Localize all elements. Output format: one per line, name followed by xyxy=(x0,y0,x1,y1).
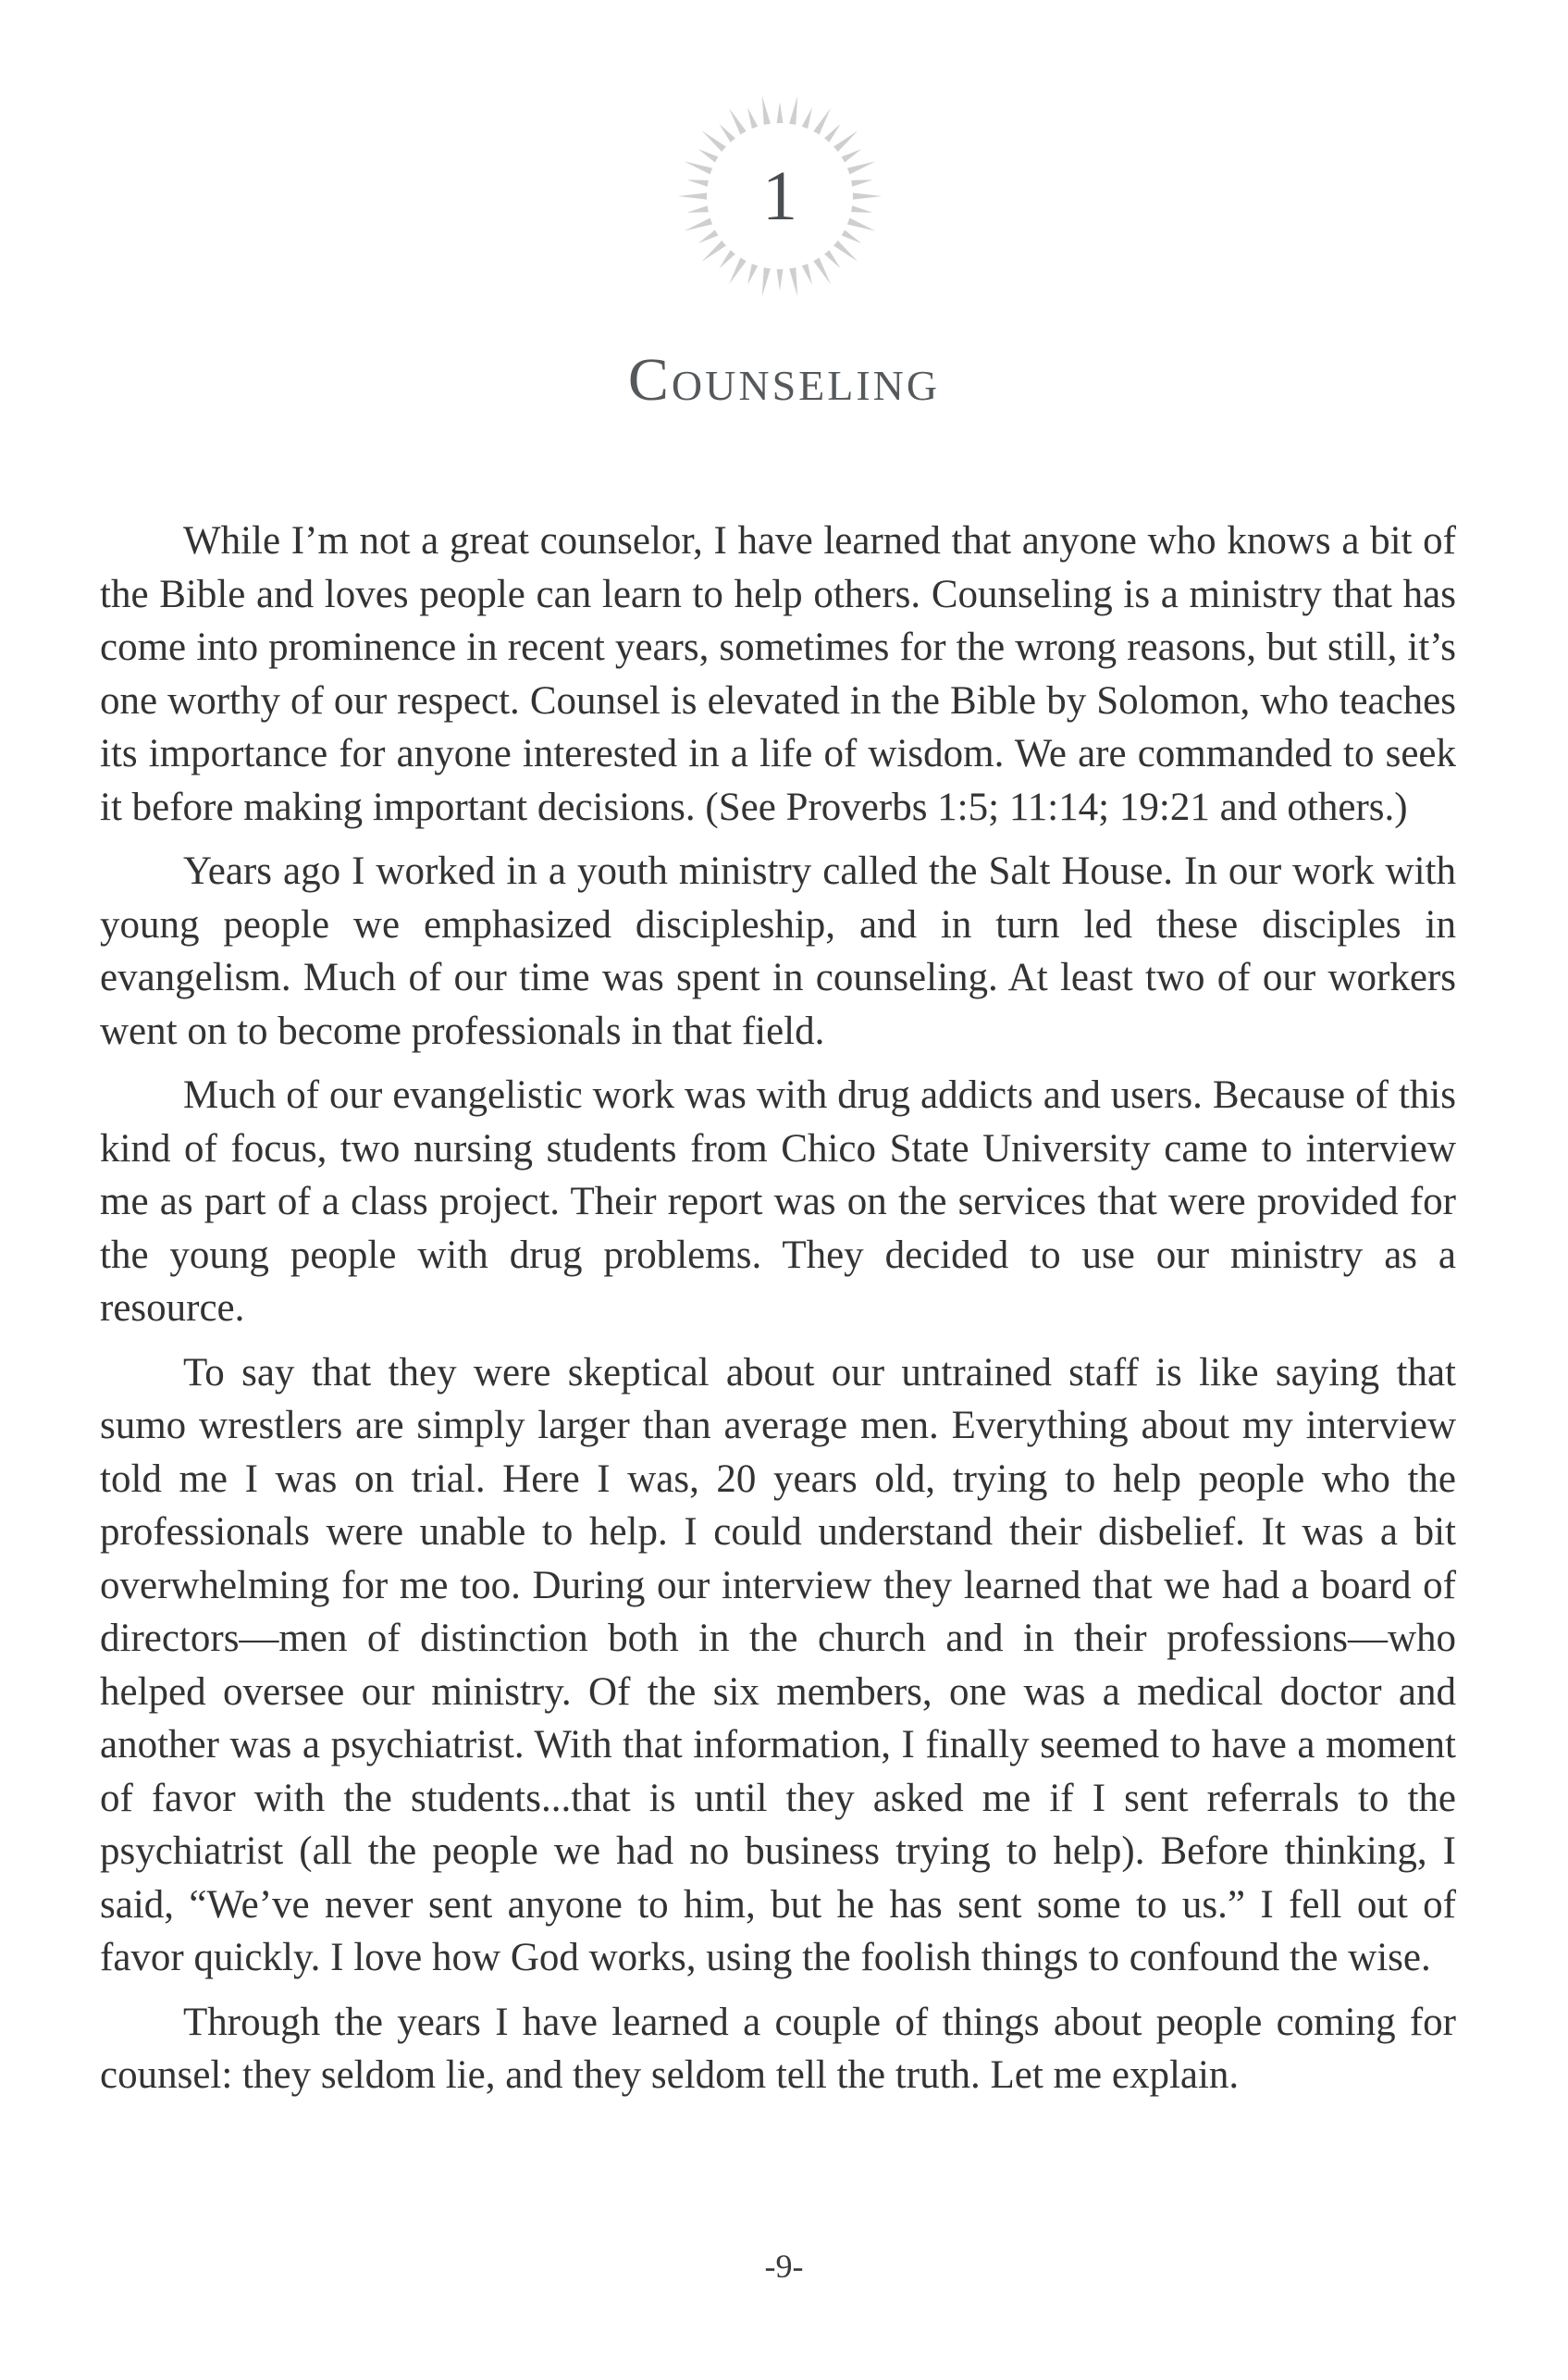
chapter-title: Counseling xyxy=(627,346,941,414)
paragraph: Years ago I worked in a youth ministry called the Salt House. In our work with young people we emphasized discipleship, and in turn led these disciples in evangelism. Much of our time was spent in counseling. At least two of our workers went on to become professionals in that field. xyxy=(100,849,1456,1053)
paragraph: To say that they were skeptical about our untrained staff is like saying that sumo wrestlers are simply larger than average men. Everything about my interview told me I was on trial. Here I was, 20 years old, trying to help people who the professionals were unable to help. I could understand their disbelief. It was a bit overwhelming for me too. During our interview they learned that we had a board of directors—men of distinction both in the church and in their professions—who helped oversee our ministry. Of the six members, one was a medical doctor and another was a psychiatrist. With that information, I finally seemed to have a moment of favor with the students...that is until they asked me if I sent referrals to the psychiatrist (all the people we had no business trying to help). Before thinking, I said, “We’ve never sent anyone to him, but he has sent some to us.” I fell out of favor quickly. I love how God works, using the foolish things to confound the wise. xyxy=(100,1350,1456,1979)
chapter-number: 1 xyxy=(762,157,797,235)
page-number: -9- xyxy=(764,2248,804,2285)
body-text xyxy=(100,514,1456,2113)
paragraph: Much of our evangelistic work was with drug addicts and users. Because of this kind of focus, two nursing students from Chico State University came to interview me as part of a class project. Their report was on the services that were provided for the young people with drug problems. They decided to use our ministry as a resource. xyxy=(100,1073,1456,1330)
paragraph: Through the years I have learned a couple of things about people coming for counsel: they seldom lie, and they seldom tell the truth. Let me explain. xyxy=(100,2000,1456,2097)
chapter-emblem xyxy=(676,93,883,300)
paragraph: While I’m not a great counselor, I have learned that anyone who knows a bit of the Bible and loves people can learn to help others. Counseling is a ministry that has come into prominence in recent years, sometimes for the wrong reasons, but still, it’s one worthy of our respect. Counsel is elevated in the Bible by Solomon, who teaches its importance for anyone interested in a life of wisdom. We are commanded to seek it before making important decisions. (See Proverbs 1:5; 11:14; 19:21 and others.) xyxy=(100,519,1456,829)
